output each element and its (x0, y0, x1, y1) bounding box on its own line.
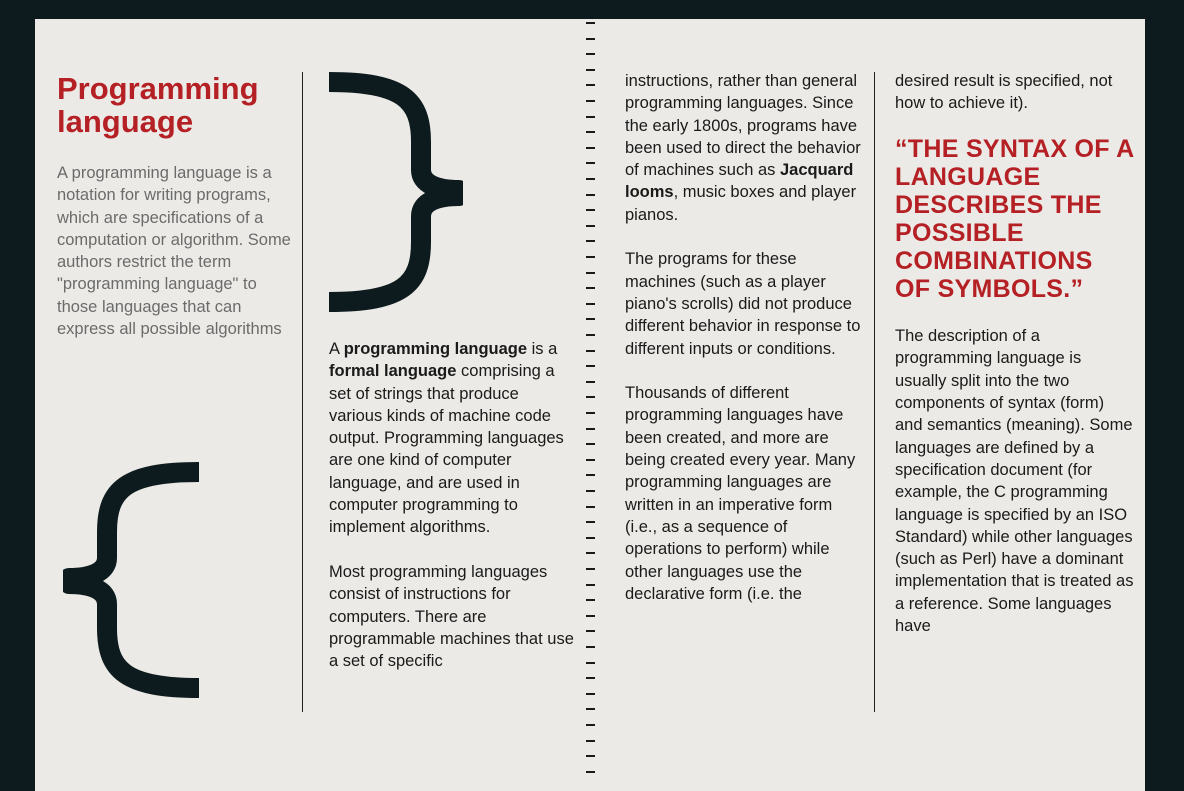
page-title: Programming language (57, 71, 259, 139)
bold-term: Jacquard looms (625, 161, 854, 202)
spine-dash (586, 474, 595, 476)
spine-dash (586, 225, 595, 227)
spine-dash (586, 693, 595, 695)
spine-dash (586, 365, 595, 367)
spine-dash (586, 147, 595, 149)
bold-term: programming language (343, 340, 528, 358)
spine-dash (586, 521, 595, 523)
spine-dash (586, 272, 595, 274)
spine-dash (586, 100, 595, 102)
spine-dash (586, 22, 595, 24)
spine-dash (586, 490, 595, 492)
spine-dash (586, 568, 595, 570)
spine-dash (586, 131, 595, 133)
spine-dash (586, 287, 595, 289)
spine-dash (586, 662, 595, 664)
spine-dash (586, 38, 595, 40)
spine-dash (586, 615, 595, 617)
spine-dash (586, 724, 595, 726)
spine-dash (586, 53, 595, 55)
pull-quote: “THE SYNTAX OF A LANGUAGE DESCRIBES THE POSSIBLE COMBINATIONS OF SYMBOLS.” (895, 134, 1134, 303)
spine-dash (586, 396, 595, 398)
bold-term: formal language (329, 362, 457, 381)
spine-dash (586, 537, 595, 539)
spine-dash (586, 412, 595, 414)
spine-dash (586, 630, 595, 632)
paragraph: The description of a programming language is usually split into the two components of syntax (form) and semantics (meaning). Some languages are defined by a specification document (for example, the C programming language is specified by an ISO Standard) while other languages (such as Perl) have a dominant implementation that is treated as a reference. Some languages have (895, 327, 1134, 636)
spine-dash (586, 256, 595, 258)
close-brace-icon (323, 72, 463, 312)
spine-dash (586, 740, 595, 742)
spine-dash (586, 459, 595, 461)
spine-dash (586, 381, 595, 383)
spine-dash (586, 116, 595, 118)
column-2 (329, 338, 574, 695)
spine-dash (586, 584, 595, 586)
spine-dash (586, 162, 595, 164)
column-4 (895, 70, 1135, 660)
spine-dash (586, 334, 595, 336)
intro-text: A programming language is a notation for writing programs, which are specifications of a computation or algorithm. Some authors restrict the term "programming language" to those languages that can express all possible algorithms (57, 164, 291, 339)
column-divider (302, 72, 303, 712)
spine-dash (586, 708, 595, 710)
spine-dash (586, 755, 595, 757)
spine-dash (586, 443, 595, 445)
spine-dash (586, 194, 595, 196)
paragraph: The programs for these machines (such as a player piano's scrolls) did not produce different behavior in response to different inputs or conditions. (625, 250, 861, 358)
spine-dash (586, 646, 595, 648)
open-brace-icon (63, 462, 203, 698)
paragraph: desired result is specified, not how to achieve it). (895, 72, 1113, 113)
spine-dash (586, 209, 595, 211)
spine-dash (586, 677, 595, 679)
spine-dash (586, 552, 595, 554)
column-3 (625, 70, 865, 627)
spine-dash (586, 69, 595, 71)
spine-dash (586, 240, 595, 242)
spine-dash (586, 506, 595, 508)
paragraph: instructions, rather than general programming languages. Since the early 1800s, programs have been used to direct the behavior of machines such as Jacquard looms, music boxes and player pianos. (625, 72, 861, 224)
spine-dash (586, 178, 595, 180)
spine-dash (586, 428, 595, 430)
spine-dash (586, 599, 595, 601)
paragraph: Most programming languages consist of instructions for computers. There are programmable machines that use a set of specific (329, 562, 574, 671)
spine-dash (586, 303, 595, 305)
paragraph: A programming language is a formal language comprising a set of strings that produce various kinds of machine code output. Programming languages are one kind of computer language, and are used in computer programming to implement algorithms. (329, 340, 564, 537)
spine-dash (586, 318, 595, 320)
spine-dash (586, 771, 595, 773)
paragraph: Thousands of different programming languages have been created, and more are being created every year. Many programming languages are written in an imperative form (i.e., as a sequence of operations to perform) while other languages use the declarative form (i.e. the (625, 384, 856, 603)
spine-dash (586, 84, 595, 86)
spine-dash (586, 350, 595, 352)
column-divider (874, 72, 875, 712)
